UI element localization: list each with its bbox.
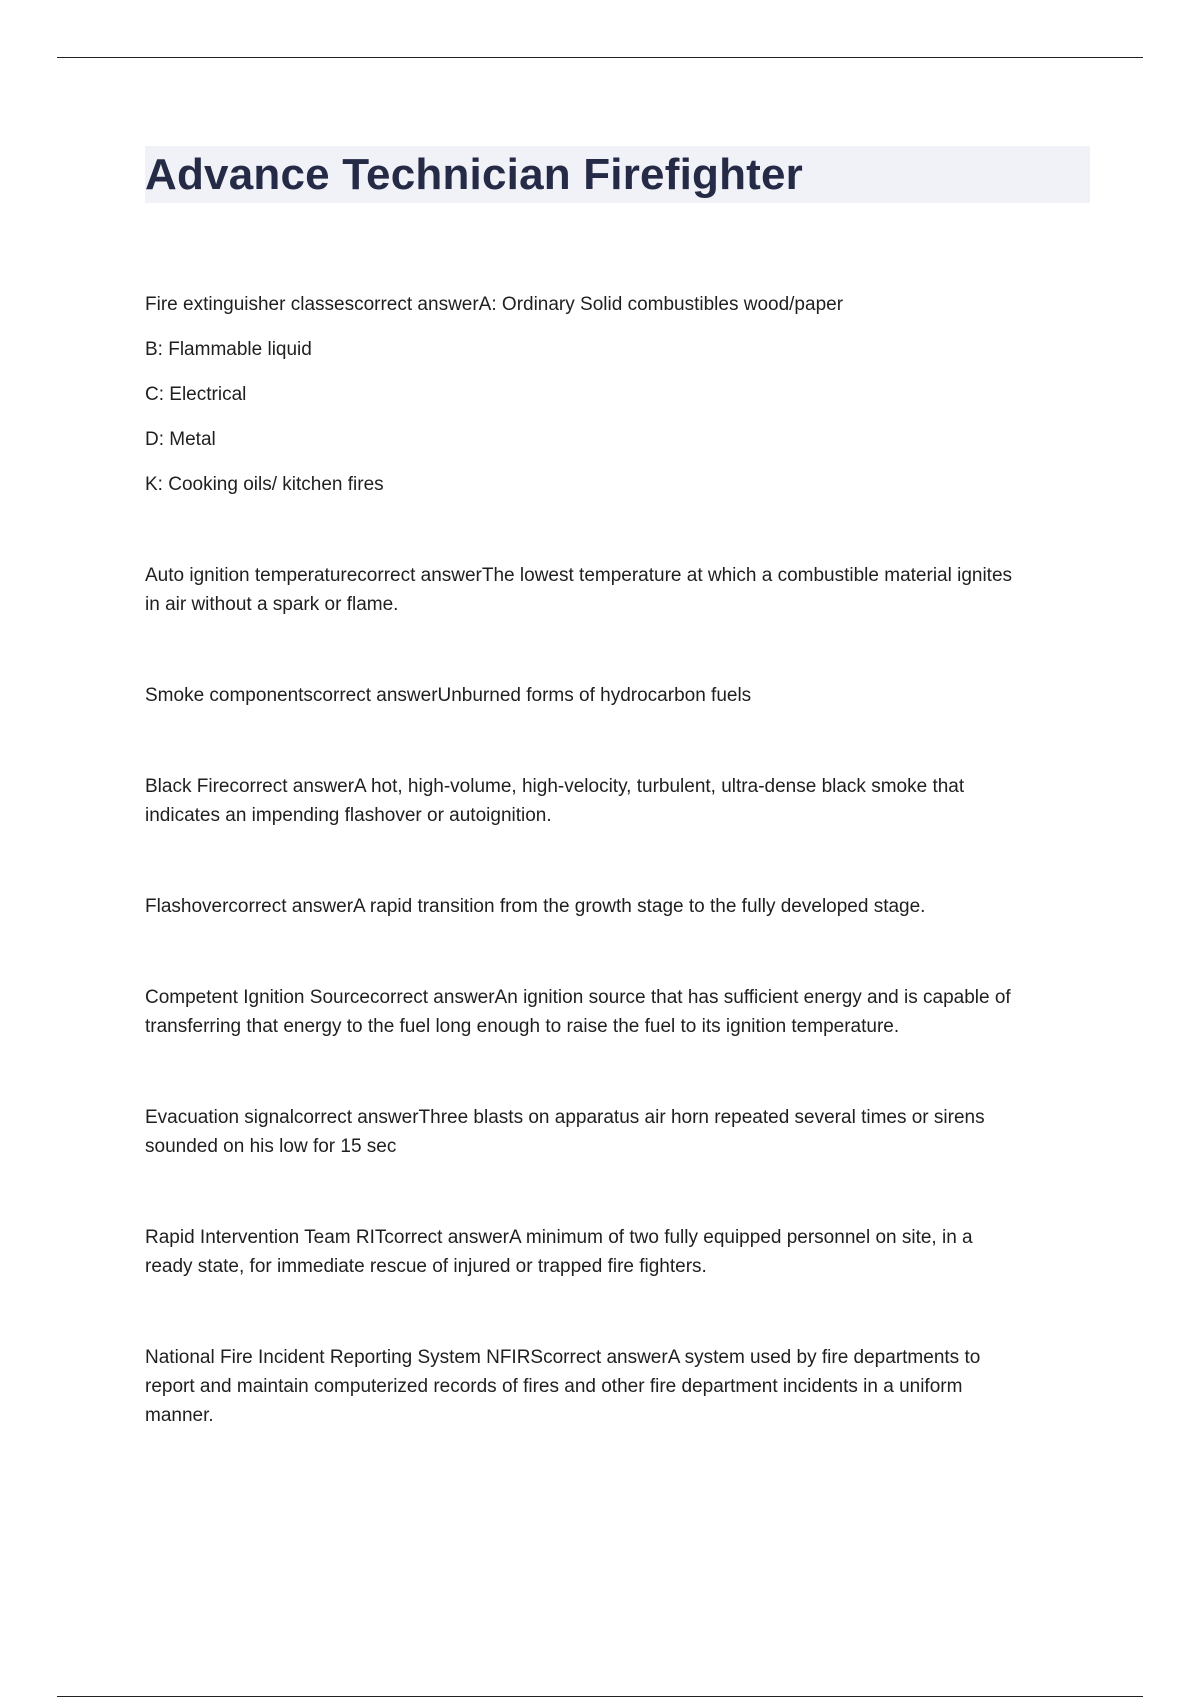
qa-entry	[145, 561, 1090, 619]
bottom-rule	[57, 1696, 1143, 1697]
entry-line: in air without a spark or flame.	[145, 594, 399, 615]
qa-entry	[145, 772, 1090, 830]
entry-line: ready state, for immediate rescue of injured or trapped fire fighters.	[145, 1256, 707, 1277]
entry-line: B: Flammable liquid	[145, 339, 312, 360]
entry-line: D: Metal	[145, 429, 216, 450]
qa-entry	[145, 1103, 1090, 1161]
entry-line: National Fire Incident Reporting System NFIRScorrect answerA system used by fire departments to	[145, 1347, 981, 1368]
qa-entry	[145, 983, 1090, 1041]
qa-entry	[145, 1343, 1090, 1430]
qa-entry	[145, 681, 1090, 710]
document-title: Advance Technician Firefighter	[145, 149, 804, 199]
document-body	[145, 146, 1090, 1492]
top-rule	[57, 57, 1143, 58]
entry-line: sounded on his low for 15 sec	[145, 1136, 397, 1157]
entry-line: manner.	[145, 1405, 214, 1426]
entry-line: Evacuation signalcorrect answerThree blasts on apparatus air horn repeated several times or sirens	[145, 1107, 985, 1128]
entry-line: Competent Ignition Sourcecorrect answerAn ignition source that has sufficient energy and is capable of	[145, 987, 1011, 1008]
entry-line: Black Firecorrect answerA hot, high-volume, high-velocity, turbulent, ultra-dense black smoke that	[145, 776, 965, 797]
qa-list	[145, 290, 1090, 1430]
entry-line: Smoke componentscorrect answerUnburned forms of hydrocarbon fuels	[145, 685, 752, 706]
entry-line: K: Cooking oils/ kitchen fires	[145, 474, 384, 495]
entry-line: transferring that energy to the fuel long enough to raise the fuel to its ignition temperature.	[145, 1016, 900, 1037]
qa-entry	[145, 1223, 1090, 1281]
entry-line: Auto ignition temperaturecorrect answerThe lowest temperature at which a combustible material ignites	[145, 565, 1013, 586]
entry-line: report and maintain computerized records of fires and other fire department incidents in a uniform	[145, 1376, 963, 1397]
entry-line: Fire extinguisher classescorrect answerA: Ordinary Solid combustibles wood/paper	[145, 294, 844, 315]
qa-entry	[145, 290, 1090, 499]
entry-line: Flashovercorrect answerA rapid transition from the growth stage to the fully developed stage.	[145, 896, 926, 917]
title-band	[145, 146, 1090, 203]
qa-entry	[145, 892, 1090, 921]
entry-line: C: Electrical	[145, 384, 247, 405]
entry-line: Rapid Intervention Team RITcorrect answerA minimum of two fully equipped personnel on site, in a	[145, 1227, 973, 1248]
entry-line: indicates an impending flashover or autoignition.	[145, 805, 552, 826]
